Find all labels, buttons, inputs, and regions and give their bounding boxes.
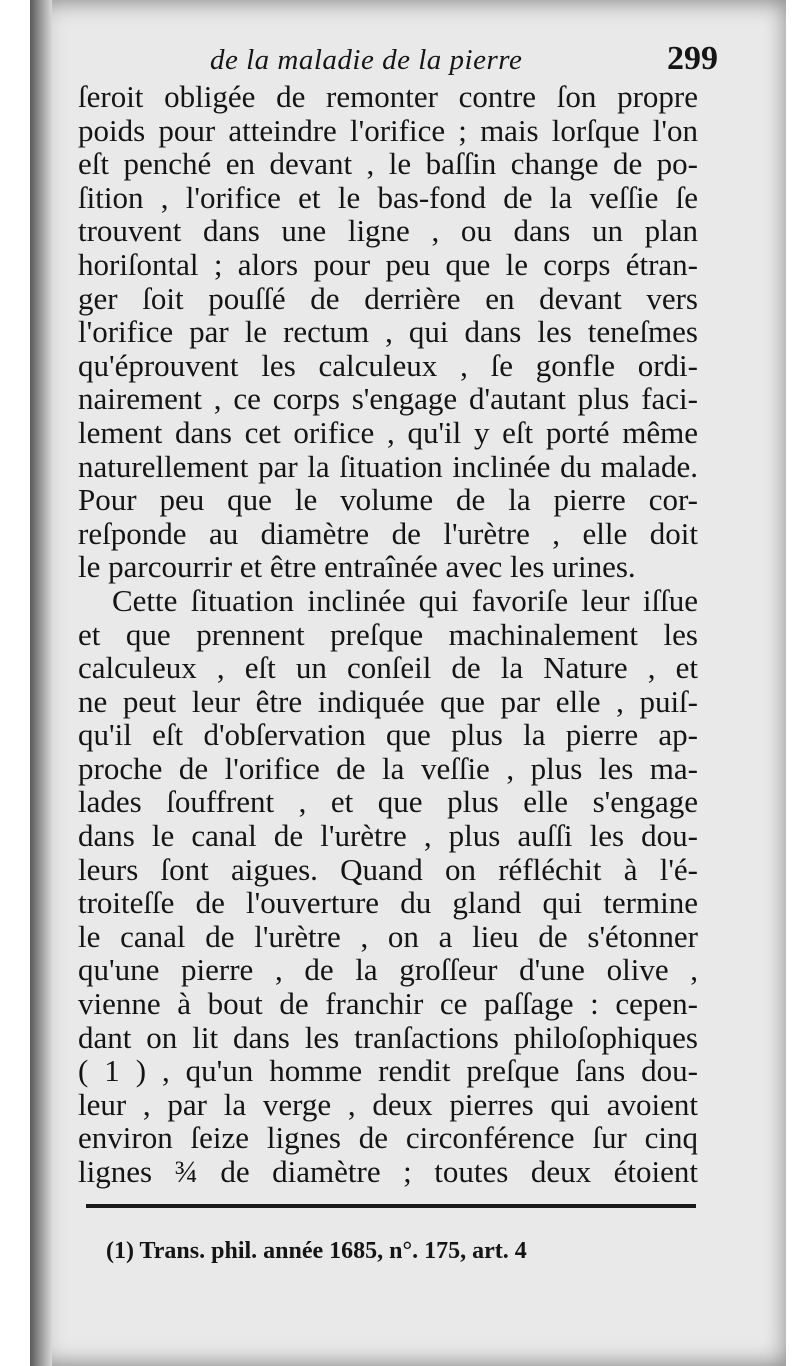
text-line: l'orifice par le rectum , qui dans les teneſmes [78, 314, 698, 350]
text-line: leurs ſont aigues. Quand on réfléchit à l'é- [78, 851, 698, 887]
text-line: proche de l'orifice de la veſſie , plus les ma- [78, 750, 698, 786]
book-binding-shadow [30, 0, 52, 1366]
text-line: ſeroit obligée de remonter contre ſon propre [78, 79, 698, 114]
text-line: le canal de l'urètre , on a lieu de s'étonner [78, 918, 698, 954]
page-number: 299 [667, 40, 718, 77]
text-line: poids pour atteindre l'orifice ; mais lorſque l'on [78, 112, 698, 148]
text-line: et que prennent preſque machinalement les [78, 616, 698, 652]
text-line: Pour peu que le volume de la pierre cor- [78, 482, 698, 518]
text-line: qu'il eſt d'obſervation que plus la pierre ap- [78, 717, 698, 753]
text-line: nairement , ce corps s'engage d'autant plus faci- [78, 381, 698, 417]
text-line: trouvent dans une ligne , ou dans un plan [78, 213, 698, 249]
text-line: calculeux , eſt un conſeil de la Nature , et [78, 650, 698, 686]
footnote-divider [86, 1204, 696, 1208]
running-title: de la maladie de la pierre [210, 44, 523, 76]
body-text [78, 80, 698, 1189]
text-line: lades ſouffrent , et que plus elle s'engage [78, 784, 698, 820]
text-line: leur , par la verge , deux pierres qui avoient [78, 1086, 698, 1122]
text-line: environ ſeize lignes de circonférence ſur cinq [78, 1120, 698, 1156]
text-line: ne peut leur être indiquée que par elle , puiſ- [78, 683, 698, 719]
text-line: le parcourrir et être entraînée avec les urines. [78, 549, 636, 585]
text-line: reſponde au diamètre de l'urètre , elle doit [78, 515, 698, 551]
text-line: qu'éprouvent les calculeux , ſe gonfle ordi- [78, 347, 698, 383]
text-line: naturellement par la ſituation inclinée du malade. [78, 448, 698, 484]
text-line: ger ſoit pouſſé de derrière en devant vers [78, 280, 698, 316]
text-line: qu'une pierre , de la groſſeur d'une olive , [78, 952, 698, 988]
text-line: dant on lit dans les tranſactions philoſophiques [78, 1019, 698, 1055]
text-line: Cette ſituation inclinée qui favoriſe leur iſſue [112, 582, 698, 618]
text-line: eſt penché en devant , le baſſin change de po- [78, 146, 698, 182]
text-line: lignes ¾ de diamètre ; toutes deux étoient [78, 1154, 698, 1189]
footnote: (1) Trans. phil. année 1685, n°. 175, art. 4 [106, 1238, 527, 1264]
text-line: vienne à bout de franchir ce paſſage : cepen- [78, 986, 698, 1022]
page-header [210, 38, 730, 82]
text-line: horiſontal ; alors pour peu que le corps étran- [78, 246, 698, 282]
text-line: dans le canal de l'urètre , plus auſſi les dou- [78, 818, 698, 854]
text-line: ſition , l'orifice et le bas-fond de la veſſie ſe [78, 179, 698, 215]
text-line: troiteſſe de l'ouverture du gland qui termine [78, 885, 698, 921]
text-line: ( 1 ) , qu'un homme rendit preſque ſans dou- [78, 1053, 698, 1089]
text-line: lement dans cet orifice , qu'il y eſt porté même [78, 414, 698, 450]
